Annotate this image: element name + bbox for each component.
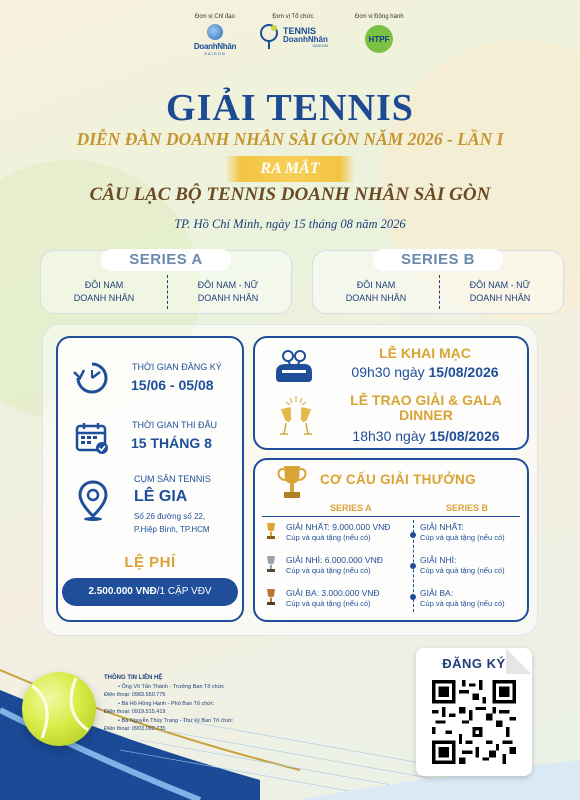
sponsor-chi-dao xyxy=(185,14,245,56)
prizes-header-b: SERIES B xyxy=(446,503,489,513)
series-category: ĐÔI NAM - NỮ DOANH NHÂN xyxy=(197,280,259,303)
sponsor-role: Đơn vị Chỉ đạo xyxy=(195,14,235,20)
prize-b-first-note: Cúp và quà tặng (nếu có) xyxy=(420,533,505,542)
gala-title: LỄ TRAO GIẢI & GALA DINNER xyxy=(350,392,502,423)
prize-b-third: GIẢI BA: xyxy=(420,588,454,598)
series-title: SERIES A xyxy=(101,249,231,271)
divider xyxy=(167,275,168,309)
contact-phone: Điện thoại: 0983.550.775 xyxy=(104,692,166,698)
registration-value: 15/06 - 05/08 xyxy=(131,377,214,393)
contact-phone: Điện thoại: 0903.092.735 xyxy=(104,726,166,732)
prize-b-second: GIẢI NHÌ: xyxy=(420,555,457,565)
sponsor-role: Đơn vị Đồng hành xyxy=(355,14,404,20)
series-b-card xyxy=(312,250,564,314)
series-category: ĐÔI NAM DOANH NHÂN xyxy=(345,280,407,303)
club-name: CÂU LẠC BỘ TENNIS DOANH NHÂN SÀI GÒN xyxy=(89,184,491,205)
sponsor-role: Đơn vị Tổ chức xyxy=(272,14,314,20)
venue-name: LÊ GIA xyxy=(134,488,188,505)
fee-badge: 2.500.000 VNĐ/1 CẶP VĐV xyxy=(62,578,238,606)
prize-a-second: GIẢI NHÌ: 6.000.000 VNĐ xyxy=(286,555,383,565)
champagne-glasses-icon xyxy=(270,394,322,440)
globe-icon xyxy=(207,24,223,40)
play-time-label: THỜI GIAN THI ĐẤU xyxy=(132,420,218,430)
prizes-title: CƠ CẤU GIẢI THƯỞNG xyxy=(320,472,476,487)
tennis-bag-icon xyxy=(272,348,316,388)
qr-code[interactable] xyxy=(432,680,516,764)
gala-time: 18h30 ngày 15/08/2026 xyxy=(352,428,500,444)
divider xyxy=(439,275,440,309)
contact-info xyxy=(104,674,304,734)
prize-a-first-note: Cúp và quà tặng (nếu có) xyxy=(286,533,371,542)
sponsor-dong-hanh xyxy=(355,14,404,59)
bullet-dot xyxy=(410,532,416,538)
svg-text:HTPF: HTPF xyxy=(368,35,390,44)
launch-badge: RA MẮT xyxy=(225,156,355,182)
prize-b-first: GIẢI NHẤT: xyxy=(420,522,464,532)
htpf-logo xyxy=(364,24,394,54)
trophy-icon xyxy=(276,462,308,502)
series-title: SERIES B xyxy=(373,249,503,271)
page-title: GIẢI TENNIS xyxy=(166,87,414,129)
fee-title: LỆ PHÍ xyxy=(124,554,176,571)
prize-a-third: GIẢI BA: 3.000.000 VNĐ xyxy=(286,588,380,598)
divider xyxy=(262,516,520,517)
series-category: ĐÔI NAM - NỮ DOANH NHÂN xyxy=(469,280,531,303)
prize-a-third-note: Cúp và quà tặng (nếu có) xyxy=(286,599,371,608)
doanhnhan-logo: DoanhNhân SAIGON xyxy=(185,24,245,56)
contact-person: • Bà Nguyễn Thúy Trang - Thư ký Ban Tổ chức xyxy=(118,717,233,724)
silver-trophy-icon xyxy=(264,555,278,573)
opening-title: LỄ KHAI MẠC xyxy=(379,345,471,361)
sponsor-to-chuc xyxy=(258,14,328,50)
tennis-ball-image xyxy=(22,672,96,746)
calendar-icon xyxy=(74,420,110,456)
clock-icon xyxy=(72,360,112,396)
venue-label: CỤM SÂN TENNIS xyxy=(134,474,211,484)
bronze-trophy-icon xyxy=(264,588,278,606)
prizes-header-a: SERIES A xyxy=(330,503,372,513)
opening-time: 09h30 ngày 15/08/2026 xyxy=(351,364,499,380)
prize-a-second-note: Cúp và quà tặng (nếu có) xyxy=(286,566,371,575)
location-pin-icon xyxy=(78,480,108,522)
contact-person: • Ông Võ Tấn Thành - Trưởng Ban Tổ chức xyxy=(118,683,225,690)
registration-label: THỜI GIAN ĐĂNG KÝ xyxy=(132,362,222,372)
prize-b-third-note: Cúp và quà tặng (nếu có) xyxy=(420,599,505,608)
bullet-dot xyxy=(410,563,416,569)
racket-icon xyxy=(258,24,280,50)
contact-heading: THÔNG TIN LIÊN HỆ xyxy=(104,675,163,681)
gold-trophy-icon xyxy=(264,522,278,540)
venue-address: Số 26 đường số 22, P.Hiệp Bình, TP.HCM xyxy=(134,512,210,534)
prize-b-second-note: Cúp và quà tặng (nếu có) xyxy=(420,566,505,575)
bullet-dot xyxy=(410,594,416,600)
play-time-value: 15 THÁNG 8 xyxy=(131,435,212,451)
tennis-doanhnhan-logo: TENNIS DoanhNhân SAIGON xyxy=(258,24,328,50)
sponsor-logos xyxy=(150,14,450,78)
prize-a-first: GIẢI NHẤT: 9.000.000 VNĐ xyxy=(286,522,391,532)
page-subtitle: DIỄN ĐÀN DOANH NHÂN SÀI GÒN NĂM 2026 - LẦN I xyxy=(76,129,504,149)
dateline: TP. Hồ Chí Minh, ngày 15 tháng 08 năm 2026 xyxy=(174,217,406,231)
series-a-card xyxy=(40,250,292,314)
contact-person: • Bà Hồ Hồng Hạnh - Phó Ban Tổ chức xyxy=(118,700,214,707)
register-label: ĐĂNG KÝ xyxy=(442,656,506,671)
contact-phone: Điện thoại: 0919.515.419 xyxy=(104,709,166,715)
series-category: ĐÔI NAM DOANH NHÂN xyxy=(73,280,135,303)
